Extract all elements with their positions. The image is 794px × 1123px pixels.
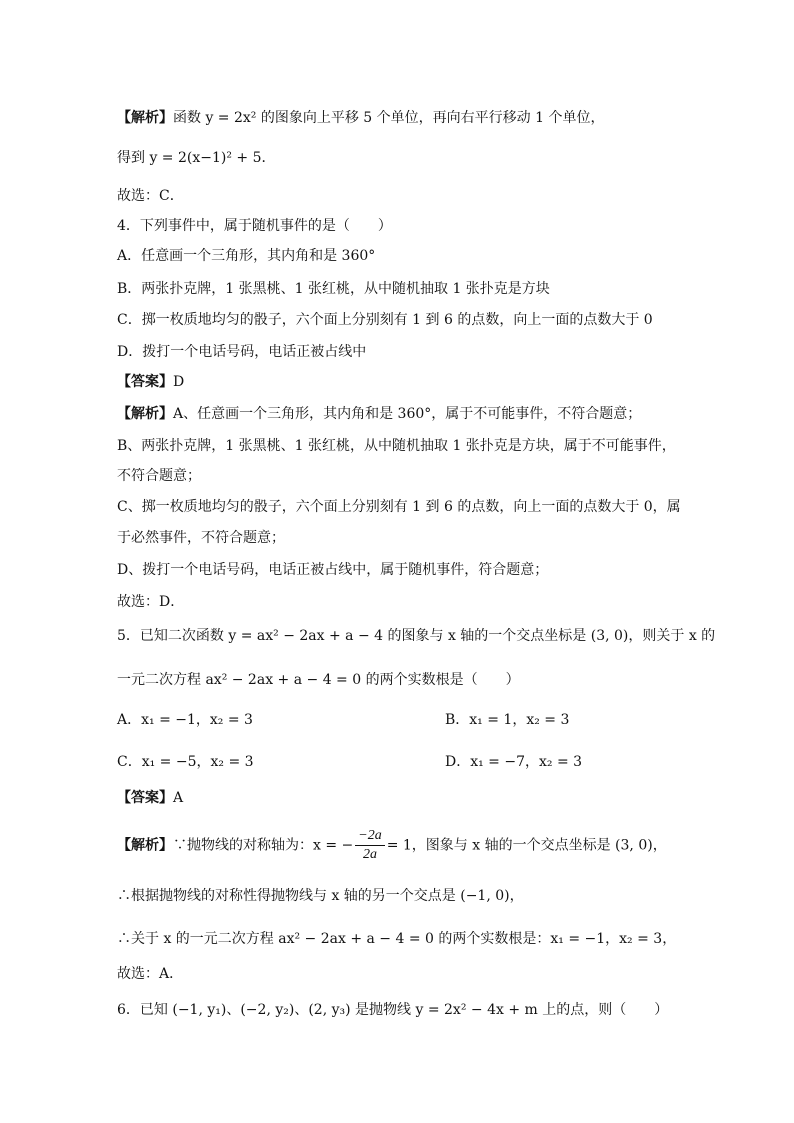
selection-5: 故选：A． [117,966,184,982]
selection-line: 故选：C． [117,188,184,204]
question-4-option-c: C．掷一枚质地均匀的骰子，六个面上分别刻有 1 到 6 的点数，向上一面的点数大于 0 [117,312,653,328]
analysis-5-a [117,827,667,864]
question-5-line-2: 一元二次方程 ax² − 2ax + a − 4 = 0 的两个实数根是（ ） [117,672,520,688]
analysis-text-continued: = 1，图象与 x 轴的一个交点坐标是 (3, 0)， [386,837,667,854]
analysis-4-b-1: B、两张扑克牌，1 张黑桃、1 张红桃，从中随机抽取 1 张扑克是方块，属于不可能事件， [117,438,676,454]
answer-label: 【答案】 [117,790,173,806]
analysis-4-a [117,404,641,424]
question-5-option-d: D．x₁ = −7，x₂ = 3 [445,754,583,770]
fraction-denominator: 2a [362,847,377,862]
selection-4: 故选：D． [117,594,185,610]
question-5-option-c: C．x₁ = −5，x₂ = 3 [117,754,254,770]
question-4-option-b: B．两张扑克牌，1 张黑桃、1 张红桃，从中随机抽取 1 张扑克是方块 [117,281,550,297]
question-5-option-a: A．x₁ = −1，x₂ = 3 [117,712,253,728]
analysis-label: 【解析】 [117,110,173,126]
analysis-4-b-2: 不符合题意； [117,468,201,484]
analysis-4-d: D、拨打一个电话号码，电话正被占线中，属于随机事件，符合题意； [117,562,549,578]
analysis-5-c: ∴关于 x 的一元二次方程 ax² − 2ax + a − 4 = 0 的两个实数根是：x₁ = −1，x₂ = 3， [117,931,677,947]
analysis-5-b: ∴根据抛物线的对称性得抛物线与 x 轴的另一个交点是 (−1, 0)， [117,888,524,904]
analysis-line-1 [117,108,604,128]
question-4-option-d: D．拨打一个电话号码，电话正被占线中 [117,344,367,360]
answer-4 [117,372,184,392]
analysis-line-2: 得到 y = 2(x−1)² + 5． [117,150,276,166]
answer-value: A [173,790,184,806]
analysis-label: 【解析】 [117,406,173,422]
analysis-4-c-1: C、掷一枚质地均匀的骰子，六个面上分别刻有 1 到 6 的点数，向上一面的点数大于 0，属 [117,499,681,515]
analysis-text: A、任意画一个三角形，其内角和是 360°，属于不可能事件，不符合题意； [173,406,642,422]
analysis-text: 函数 y = 2x² 的图象向上平移 5 个单位，再向右平行移动 1 个单位， [173,110,605,126]
analysis-label: 【解析】 [117,837,173,854]
fraction [355,827,384,864]
question-4: 4．下列事件中，属于随机事件的是（ ） [117,218,392,234]
question-4-option-a: A．任意画一个三角形，其内角和是 360° [117,248,376,264]
answer-5 [117,788,183,808]
answer-value: D [173,374,185,390]
fraction-numerator: −2a [355,827,384,846]
question-5-option-b: B．x₁ = 1，x₂ = 3 [445,712,570,728]
question-5-line-1: 5．已知二次函数 y = ax² − 2ax + a − 4 的图象与 x 轴的一个交点坐标是 (3, 0)，则关于 x 的 [117,628,716,644]
analysis-text: ∵抛物线的对称轴为：x = − [173,837,354,854]
answer-label: 【答案】 [117,374,173,390]
analysis-4-c-2: 于必然事件，不符合题意； [117,530,285,546]
question-6: 6．已知 (−1, y₁)、(−2, y₂)、(2, y₃) 是抛物线 y = 2x² − 4x + m 上的点，则（ ） [117,1002,669,1018]
